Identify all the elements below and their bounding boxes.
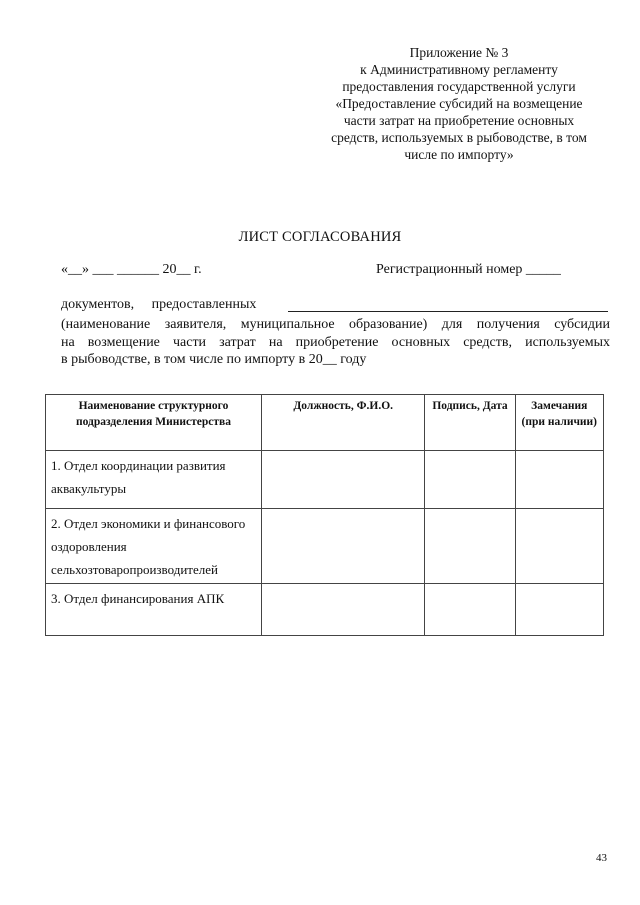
paragraph-line: (наименование заявителя, муниципальное образование) для получения субсидии — [61, 317, 610, 332]
table-row — [46, 584, 604, 636]
paragraph-line: на возмещение части затрат на приобретение основных средств, используемых — [61, 334, 610, 350]
description-paragraph — [61, 316, 610, 369]
remarks-cell — [515, 509, 603, 584]
header-department: Наименование структурного подразделения Министерства — [46, 395, 262, 451]
header-signature-date: Подпись, Дата — [425, 395, 515, 451]
signature-cell — [425, 509, 515, 584]
date-line: «__» ___ ______ 20__ г. — [61, 262, 202, 277]
appendix-line: числе по импорту» — [404, 147, 514, 162]
department-cell: 2. Отдел экономики и финансового оздоровления сельхозтоваропроизводителей — [46, 509, 262, 584]
table-row — [46, 509, 604, 584]
signature-cell — [425, 584, 515, 636]
department-cell: 1. Отдел координации развития аквакультуры — [46, 451, 262, 509]
remarks-cell — [515, 451, 603, 509]
appendix-line: к Административному регламенту — [360, 62, 558, 77]
paragraph-line: в рыбоводстве, в том числе по импорту в 20__ году — [61, 352, 367, 367]
appendix-line: предоставления государственной услуги — [342, 79, 576, 94]
page-number: 43 — [596, 852, 607, 864]
remarks-cell — [515, 584, 603, 636]
appendix-line: части затрат на приобретение основных — [343, 113, 575, 128]
appendix-header — [318, 44, 600, 163]
position-cell — [261, 509, 424, 584]
header-remarks: Замечания (при наличии) — [515, 395, 603, 451]
document-title: ЛИСТ СОГЛАСОВАНИЯ — [238, 229, 402, 245]
appendix-line: «Предоставление субсидий на возмещение — [335, 96, 583, 111]
position-cell — [261, 584, 424, 636]
department-cell: 3. Отдел финансирования АПК — [46, 584, 262, 636]
registration-number-line: Регистрационный номер _____ — [376, 262, 561, 277]
table-header-row — [46, 395, 604, 451]
applicant-blank-line — [288, 311, 608, 312]
appendix-line: средств, используемых в рыбоводстве, в том — [331, 130, 587, 145]
header-position-name: Должность, Ф.И.О. — [261, 395, 424, 451]
table-row — [46, 451, 604, 509]
appendix-line: Приложение № 3 — [409, 45, 509, 60]
documents-label — [61, 297, 270, 313]
approval-table — [45, 394, 604, 636]
submitted-word: предоставленных — [151, 297, 257, 312]
signature-cell — [425, 451, 515, 509]
documents-word: документов, — [61, 297, 135, 312]
position-cell — [261, 451, 424, 509]
